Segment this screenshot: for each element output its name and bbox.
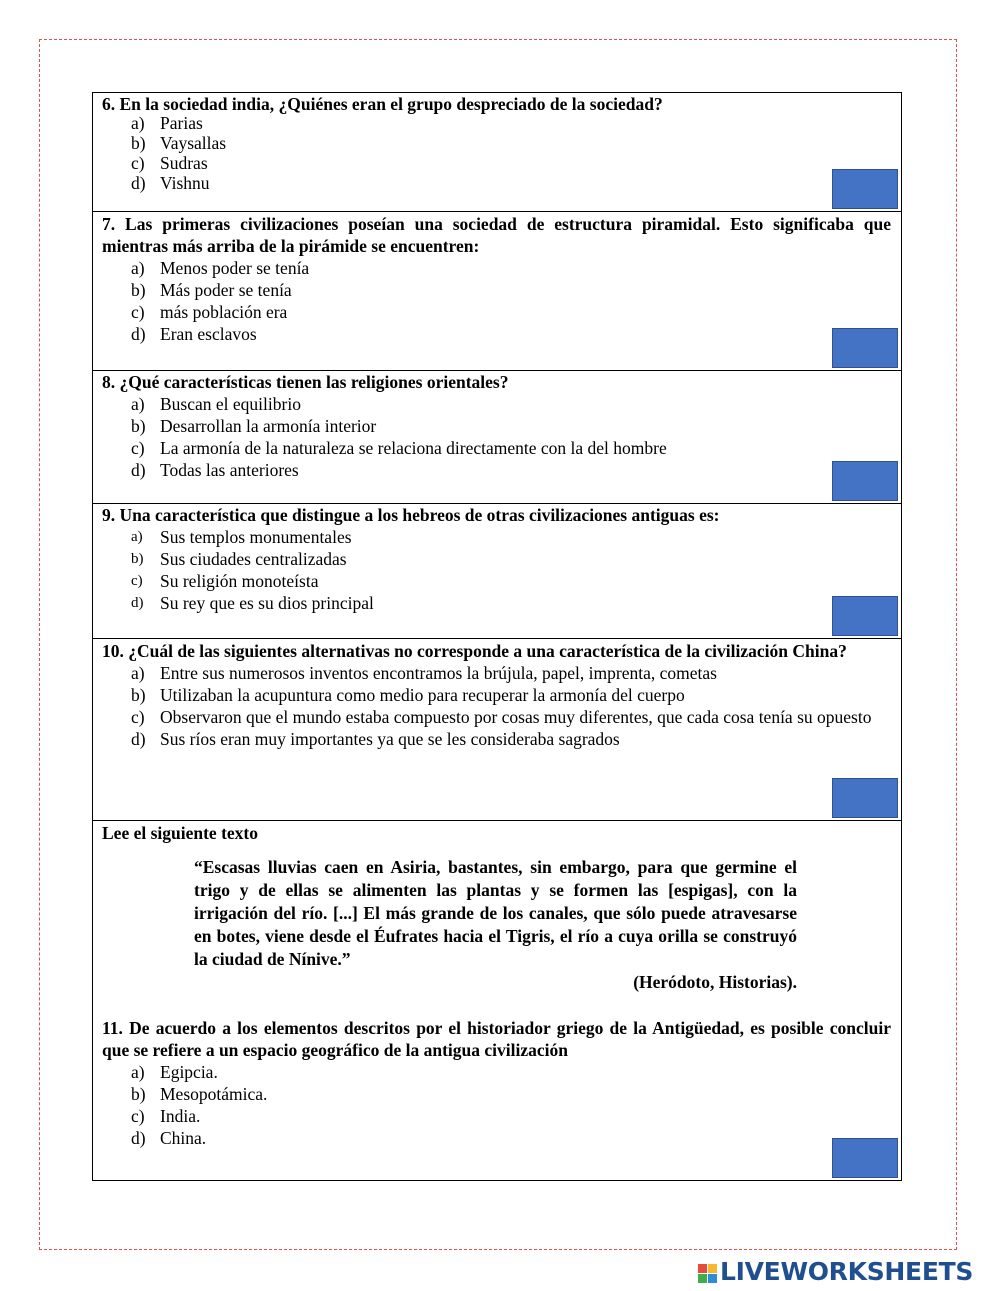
option-text: Eran esclavos: [160, 324, 257, 344]
option: [102, 173, 891, 193]
option: [102, 153, 891, 173]
option-letter: a): [131, 258, 145, 278]
option-letter: d): [131, 595, 144, 611]
option-letter: c): [131, 438, 145, 458]
option-text: China.: [160, 1128, 207, 1148]
option: [102, 437, 891, 459]
logo-square: [708, 1264, 717, 1273]
question-9: [93, 504, 901, 639]
question-10: [93, 639, 901, 821]
option: [102, 728, 891, 750]
option-letter: a): [131, 529, 143, 545]
option: [102, 1105, 891, 1127]
option: [102, 706, 891, 728]
option-text: Sus templos monumentales: [160, 527, 352, 547]
option-text: Sudras: [160, 153, 208, 173]
option: [102, 257, 891, 279]
option: [102, 548, 891, 570]
option-letter: c): [131, 573, 143, 589]
option: [102, 526, 891, 548]
option-text: Sus ciudades centralizadas: [160, 549, 347, 569]
option-letter: a): [131, 113, 145, 133]
option-text: Egipcia.: [160, 1062, 218, 1082]
option-text: Entre sus numerosos inventos encontramos la brújula, papel, imprenta, cometas: [160, 663, 717, 683]
option-letter: d): [131, 460, 146, 480]
question-title: 7. Las primeras civilizaciones poseían una sociedad de estructura piramidal. Esto significaba que mientras más arriba de la pirámide se encuentren:: [102, 214, 891, 256]
option-text: Mesopotámica.: [160, 1084, 268, 1104]
option: [102, 1061, 891, 1083]
option-letter: d): [131, 173, 146, 193]
option: [102, 301, 891, 323]
option-text: Su religión monoteísta: [160, 571, 319, 591]
option: [102, 1127, 891, 1149]
liveworksheets-brand: [698, 1256, 973, 1286]
question-title: 9. Una característica que distingue a los hebreos de otras civilizaciones antiguas es:: [102, 505, 720, 525]
option-text: La armonía de la naturaleza se relaciona directamente con la del hombre: [160, 438, 667, 458]
option: [102, 684, 891, 706]
option-text: Todas las anteriores: [160, 460, 299, 480]
option-letter: b): [131, 133, 146, 153]
reading-section: [93, 821, 901, 1180]
option: [102, 323, 891, 345]
questions-table: [92, 92, 902, 1181]
answer-input-11[interactable]: [832, 1138, 898, 1178]
option-letter: b): [131, 551, 144, 567]
option-text: Más poder se tenía: [160, 280, 292, 300]
option: [102, 592, 891, 614]
logo-square: [708, 1274, 717, 1283]
reading-source: (Heródoto, Historias).: [633, 972, 797, 992]
option: [102, 1083, 891, 1105]
logo-square: [698, 1264, 707, 1273]
option-text: Desarrollan la armonía interior: [160, 416, 377, 436]
option-text: Vishnu: [160, 173, 210, 193]
option-text: Buscan el equilibrio: [160, 394, 301, 414]
option-letter: d): [131, 1128, 146, 1148]
option-text: más población era: [160, 302, 288, 322]
question-title: 11. De acuerdo a los elementos descritos por el historiador griego de la Antigüedad, es posible concluir que se refiere a un espacio geográfico de la antigua civilización: [102, 1018, 891, 1060]
answer-input-6[interactable]: [832, 169, 898, 209]
option-text: Vaysallas: [160, 133, 227, 153]
option: [102, 393, 891, 415]
option-letter: b): [131, 280, 146, 300]
option-letter: b): [131, 416, 146, 436]
reading-quote: “Escasas lluvias caen en Asiria, bastantes, sin embargo, para que germine el trigo y de ellas se alimenten las plantas y se formen las [espigas], con la irrigación del río. [...] El más grande de los canales, que sólo puede atravesarse en botes, viene desde el Éufrates hacia el Tigris, el río a cuya orilla se construyó la ciudad de Nínive.”: [194, 857, 797, 969]
option-text: Utilizaban la acupuntura como medio para recuperar la armonía del cuerpo: [160, 685, 685, 705]
brand-name: LIVEWORKSHEETS: [720, 1256, 974, 1286]
liveworksheets-logo-icon: [698, 1264, 717, 1283]
answer-input-9[interactable]: [832, 596, 898, 636]
option-text: Parias: [160, 113, 203, 133]
option: [102, 113, 891, 133]
question-8: [93, 371, 901, 504]
option: [102, 570, 891, 592]
option-text: Menos poder se tenía: [160, 258, 310, 278]
option-letter: c): [131, 153, 145, 173]
question-7: [93, 212, 901, 371]
option-letter: c): [131, 302, 145, 322]
option-letter: a): [131, 394, 145, 414]
question-title: 10. ¿Cuál de las siguientes alternativas no corresponde a una característica de la civilización China?: [102, 641, 847, 661]
option: [102, 279, 891, 301]
option-letter: a): [131, 1062, 145, 1082]
question-6: [93, 93, 901, 212]
answer-input-10[interactable]: [832, 778, 898, 818]
option-letter: a): [131, 663, 145, 683]
option-text: Observaron que el mundo estaba compuesto por cosas muy diferentes, que cada cosa tenía su opuesto: [160, 707, 872, 727]
option: [102, 133, 891, 153]
option-letter: c): [131, 1106, 145, 1126]
option-letter: b): [131, 685, 146, 705]
logo-square: [698, 1274, 707, 1283]
option-text: Sus ríos eran muy importantes ya que se les consideraba sagrados: [160, 729, 620, 749]
option: [102, 415, 891, 437]
option: [102, 662, 891, 684]
reading-heading: Lee el siguiente texto: [102, 823, 258, 843]
option-letter: d): [131, 729, 146, 749]
option: [102, 459, 891, 481]
option-letter: d): [131, 324, 146, 344]
option-text: India.: [160, 1106, 201, 1126]
option-text: Su rey que es su dios principal: [160, 593, 374, 613]
option-letter: c): [131, 707, 145, 727]
option-letter: b): [131, 1084, 146, 1104]
question-title: 8. ¿Qué características tienen las religiones orientales?: [102, 372, 509, 392]
question-title: 6. En la sociedad india, ¿Quiénes eran el grupo despreciado de la sociedad?: [102, 94, 663, 114]
answer-input-7[interactable]: [832, 328, 898, 368]
answer-input-8[interactable]: [832, 461, 898, 501]
